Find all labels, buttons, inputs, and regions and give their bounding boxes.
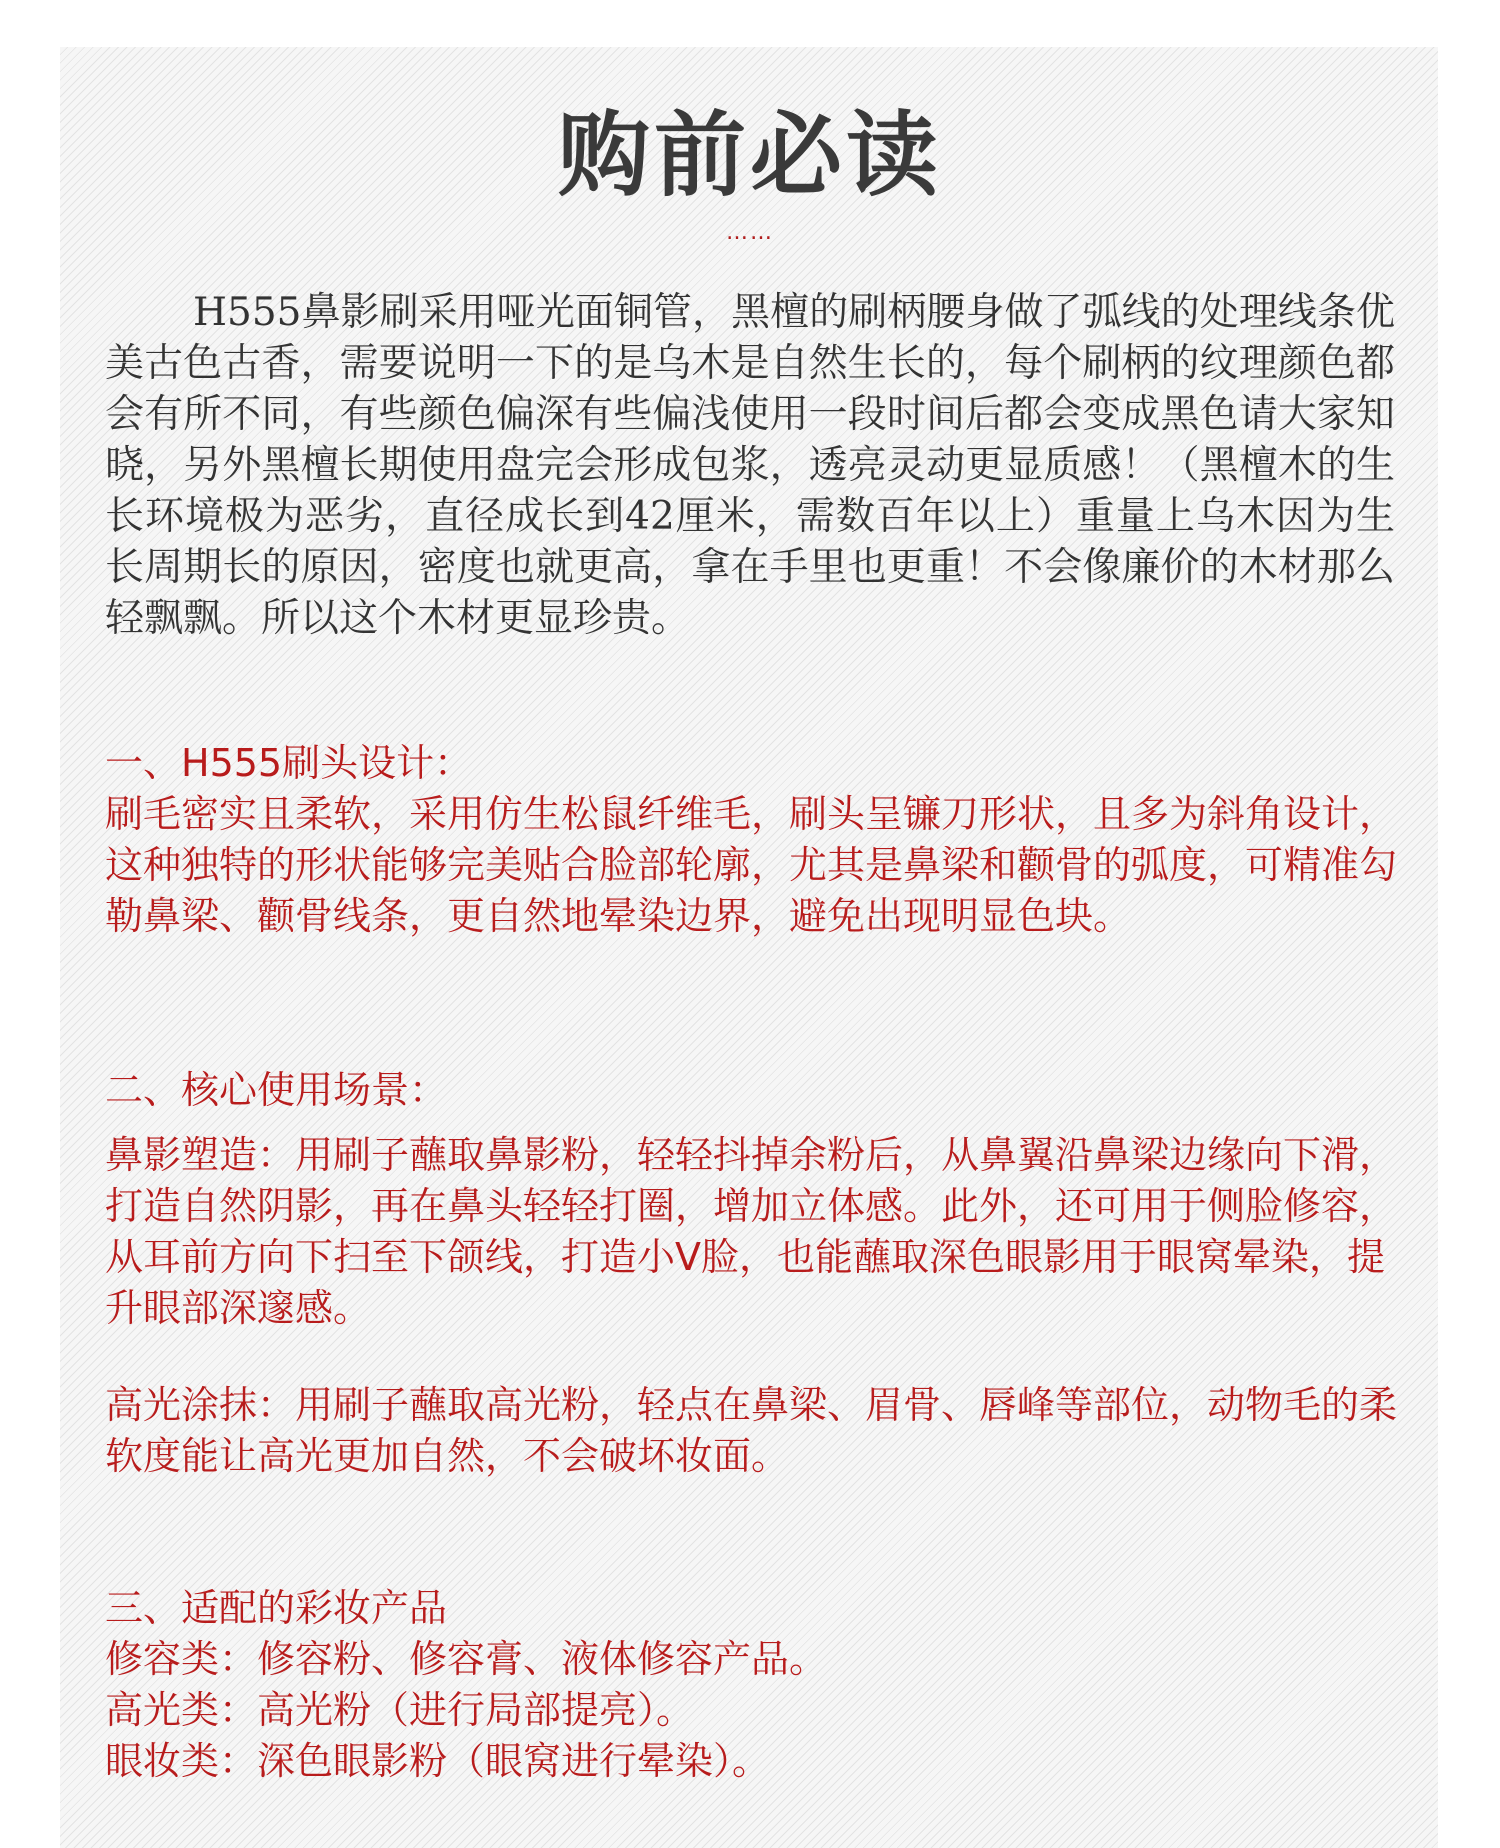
- list-item: 高光类：高光粉（进行局部提亮）。: [105, 1688, 695, 1732]
- title-divider: ……: [726, 220, 774, 245]
- section-usage-heading: [105, 1065, 1405, 1116]
- list-item: 修容类：修容粉、修容膏、液体修容产品。: [105, 1637, 828, 1681]
- section-body: 刷毛密实且柔软，采用仿生松鼠纤维毛，刷头呈镰刀形状，且多为斜角设计，这种独特的形状能够完美贴合脸部轮廓，尤其是鼻梁和颧骨的弧度，可精准勾勒鼻梁、颧骨线条，更自然地晕染边界，避免出现明显色块。: [105, 792, 1398, 938]
- section-body: 高光涂抹：用刷子蘸取高光粉，轻点在鼻梁、眉骨、唇峰等部位，动物毛的柔软度能让高光更加自然，不会破坏妆面。: [105, 1383, 1398, 1478]
- section-heading: 三、适配的彩妆产品: [105, 1586, 448, 1630]
- section-products: [105, 1583, 1405, 1787]
- usage-nose-contour: [105, 1130, 1405, 1334]
- intro-paragraph: H555鼻影刷采用哑光面铜管，黑檀的刷柄腰身做了弧线的处理线条优美古色古香，需要说明一下的是乌木是自然生长的，每个刷柄的纹理颜色都会有所不同，有些颜色偏深有些偏浅使用一段时间后都会变成黑色请大家知晓，另外黑檀长期使用盘完会形成包浆，透亮灵动更显质感！（黑檀木的生长环境极为恶劣，直径成长到42厘米，需数百年以上）重量上乌木因为生长周期长的原因，密度也就更高，拿在手里也更重！不会像廉价的木材那么轻飘飘。所以这个木材更显珍贵。: [105, 290, 1395, 641]
- section-body: 鼻影塑造：用刷子蘸取鼻影粉，轻轻抖掉余粉后，从鼻翼沿鼻梁边缘向下滑，打造自然阴影，再在鼻头轻轻打圈，增加立体感。此外，还可用于侧脸修容，从耳前方向下扫至下颌线，打造小V脸，也能蘸取深色眼影用于眼窝晕染，提升眼部深邃感。: [105, 1133, 1398, 1330]
- usage-highlight: [105, 1380, 1405, 1482]
- section-heading: 二、核心使用场景：: [105, 1068, 448, 1112]
- section-heading: 一、H555刷头设计：: [105, 741, 473, 785]
- section-brush-head: [105, 738, 1405, 942]
- list-item: 眼妆类：深色眼影粉（眼窝进行晕染）。: [105, 1739, 771, 1783]
- page-title: 购前必读: [557, 101, 942, 209]
